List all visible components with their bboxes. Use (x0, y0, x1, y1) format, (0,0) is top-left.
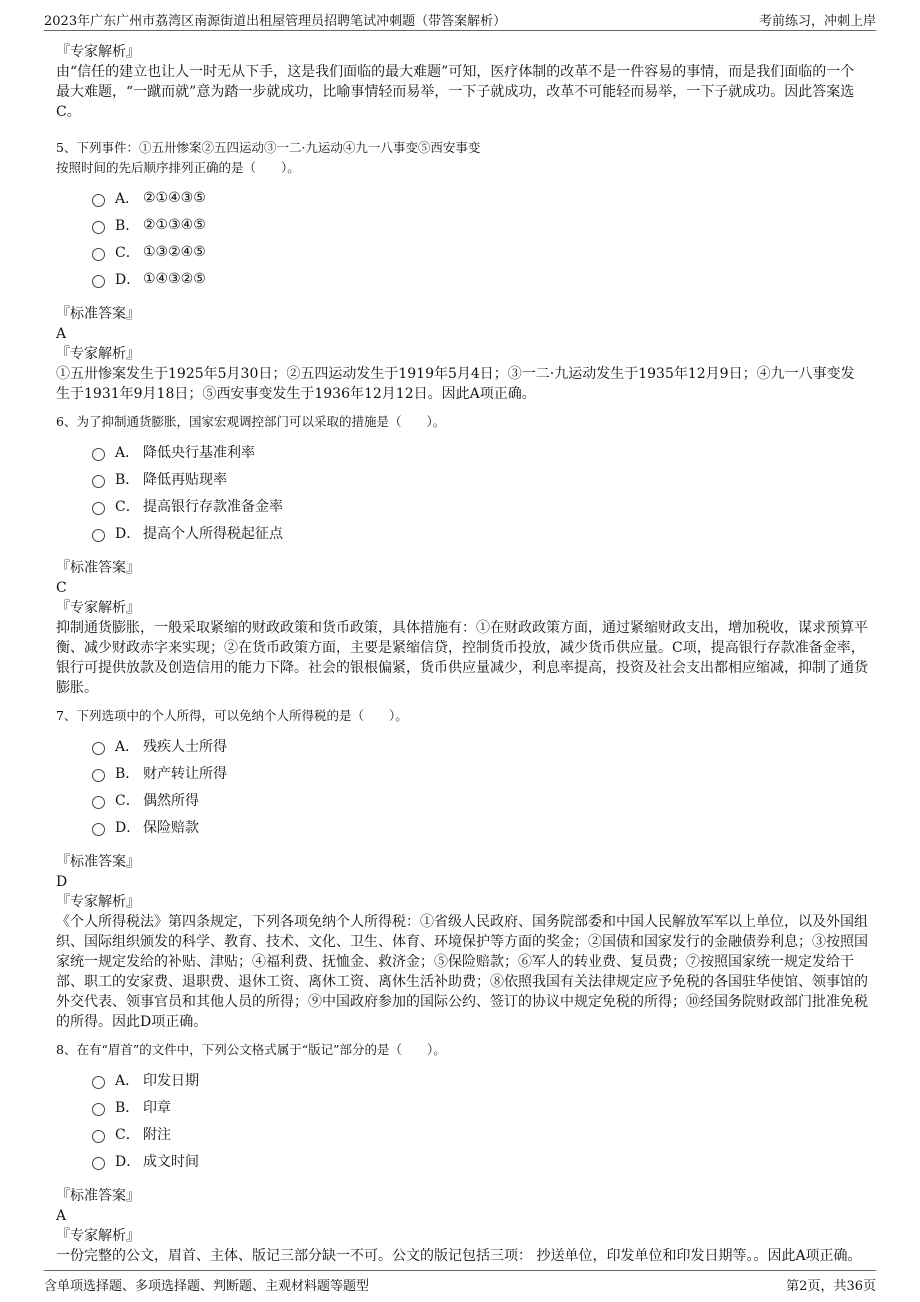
option-text: ①③②④⑤ (143, 243, 206, 260)
option-letter: B． (115, 471, 140, 488)
radio-icon[interactable] (92, 1103, 105, 1116)
expert-text: 《个人所得税法》第四条规定，下列各项免纳个人所得税：①省级人民政府、国务院部委和中国人民解放军军以上单位，以及外国组织、国际组织颁发的科学、教育、技术、文化、卫生、体育、环境保护等方面的奖金；②国债和国家发行的金融债券利息；③按照国家统一规定发给的补贴、津贴；④福利费、抚恤金、救济金；⑤保险赔款；⑥军人的转业费、复员费；⑦按照国家统一规定发给干部、职工的安家费、退职费、退休工资、离休工资、离休生活补助费；⑧依照我国有关法律规定应予免税的各国驻华使馆、领事馆的外交代表、领事官员和其他人员的所得；⑨中国政府参加的国际公约、签订的协议中规定免税的所得；⑩经国务院财政部门批准免税的所得。因此D项正确。 (56, 914, 868, 1030)
option-c[interactable] (92, 238, 868, 265)
option-text: ②①④③⑤ (143, 189, 206, 206)
answer-value: A (56, 1208, 67, 1224)
option-text: 提高银行存款准备金率 (143, 498, 283, 515)
expert-label: 『专家解析』 (56, 346, 140, 362)
footer-question-types: 含单项选择题、多项选择题、判断题、主观材料题等题型 (44, 1279, 370, 1294)
question-stem: 5、下列事件：①五卅惨案②五四运动③一二·九运动④九一八事变⑤西安事变 (56, 140, 481, 155)
option-text: 降低央行基准利率 (143, 444, 255, 461)
option-letter: A． (115, 1072, 140, 1089)
expert-text: 一份完整的公文，眉首、主体、版记三部分缺一不可。公文的版记包括三项： 抄送单位，印发单位和印发日期等。。因此A项正确。 (56, 1248, 862, 1264)
expert-text: ①五卅惨案发生于1925年5月30日；②五四运动发生于1919年5月4日；③一二·九运动发生于1935年12月9日；④九一八事变发生于1931年9月18日；⑤西安事变发生于1936年12月12日。因此A项正确。 (56, 366, 855, 402)
option-list (92, 184, 868, 292)
option-b[interactable] (92, 211, 868, 238)
option-text: 印发日期 (143, 1072, 199, 1089)
option-a[interactable] (92, 184, 868, 211)
radio-icon[interactable] (92, 1076, 105, 1089)
option-d[interactable] (92, 265, 868, 292)
option-text: 印章 (143, 1099, 171, 1116)
question-5 (56, 138, 868, 404)
radio-icon[interactable] (92, 221, 105, 234)
option-letter: D． (115, 1153, 141, 1170)
answer-value: C (56, 580, 67, 596)
option-letter: D． (115, 525, 141, 542)
question-7 (56, 706, 868, 1032)
option-list (92, 732, 868, 840)
option-letter: C． (115, 1126, 140, 1143)
option-letter: C． (115, 244, 140, 261)
option-a[interactable] (92, 1066, 868, 1093)
answer-label: 『标准答案』 (56, 1188, 140, 1204)
option-c[interactable] (92, 786, 868, 813)
radio-icon[interactable] (92, 448, 105, 461)
question-stem: 8、在有“眉首”的文件中，下列公文格式属于“版记”部分的是（ ）。 (56, 1042, 446, 1057)
radio-icon[interactable] (92, 796, 105, 809)
option-letter: A． (115, 444, 140, 461)
option-b[interactable] (92, 465, 868, 492)
expert-text: 由“信任的建立也让人一时无从下手，这是我们面临的最大难题”可知，医疗体制的改革不是一件容易的事情，而是我们面临的一个最大难题，“一蹴而就”意为踏一步就成功，比喻事情轻而易举，一下子就成功，改革不可能轻而易举，一下子就成功。因此答案选C。 (56, 64, 855, 120)
option-letter: B． (115, 1099, 140, 1116)
radio-icon[interactable] (92, 248, 105, 261)
option-text: 残疾人士所得 (143, 738, 227, 755)
option-letter: D． (115, 819, 141, 836)
option-c[interactable] (92, 492, 868, 519)
expert-label: 『专家解析』 (56, 44, 140, 60)
page-number: 第2页，共36页 (786, 1279, 876, 1294)
radio-icon[interactable] (92, 502, 105, 515)
question-stem: 6、为了抑制通货膨胀，国家宏观调控部门可以采取的措施是（ ）。 (56, 414, 446, 429)
option-a[interactable] (92, 732, 868, 759)
option-list (92, 438, 868, 546)
option-letter: C． (115, 792, 140, 809)
radio-icon[interactable] (92, 823, 105, 836)
option-a[interactable] (92, 438, 868, 465)
expert-label: 『专家解析』 (56, 894, 140, 910)
radio-icon[interactable] (92, 529, 105, 542)
option-b[interactable] (92, 759, 868, 786)
option-text: 成文时间 (143, 1153, 199, 1170)
option-list (92, 1066, 868, 1174)
expert-label: 『专家解析』 (56, 1228, 140, 1244)
answer-value: A (56, 326, 67, 342)
prev-expert-section (56, 42, 868, 122)
option-text: 保险赔款 (143, 819, 199, 836)
option-letter: D． (115, 271, 141, 288)
option-letter: A． (115, 738, 140, 755)
radio-icon[interactable] (92, 742, 105, 755)
option-d[interactable] (92, 813, 868, 840)
option-text: 财产转让所得 (143, 765, 227, 782)
question-stem-line2: 按照时间的先后顺序排列正确的是（ ）。 (56, 160, 300, 175)
option-text: 提高个人所得税起征点 (143, 525, 283, 542)
radio-icon[interactable] (92, 1130, 105, 1143)
radio-icon[interactable] (92, 275, 105, 288)
option-d[interactable] (92, 1147, 868, 1174)
document-title: 2023年广东广州市荔湾区南源街道出租屋管理员招聘笔试冲刺题（带答案解析） (44, 14, 507, 29)
answer-label: 『标准答案』 (56, 306, 140, 322)
page-content (56, 42, 868, 1266)
page-footer (44, 1270, 876, 1295)
answer-label: 『标准答案』 (56, 560, 140, 576)
option-letter: C． (115, 498, 140, 515)
radio-icon[interactable] (92, 1157, 105, 1170)
expert-text: 抑制通货膨胀，一般采取紧缩的财政政策和货币政策，具体措施有：①在财政政策方面，通过紧缩财政支出，增加税收，谋求预算平衡、减少财政赤字来实现；②在货币政策方面，主要是紧缩信贷，控制货币投放，减少货币供应量。C项，提高银行存款准备金率，银行可提供放款及创造信用的能力下降。社会的银根偏紧，货币供应量减少，利息率提高，投资及社会支出都相应缩减，抑制了通货膨胀。 (56, 620, 868, 696)
question-8 (56, 1040, 868, 1266)
answer-label: 『标准答案』 (56, 854, 140, 870)
header-slogan: 考前练习，冲刺上岸 (758, 14, 876, 29)
answer-value: D (56, 874, 68, 890)
expert-label: 『专家解析』 (56, 600, 140, 616)
radio-icon[interactable] (92, 194, 105, 207)
page-header (44, 8, 876, 31)
option-letter: B． (115, 217, 140, 234)
option-c[interactable] (92, 1120, 868, 1147)
option-letter: B． (115, 765, 140, 782)
option-text: ①④③②⑤ (143, 270, 206, 287)
option-text: 附注 (143, 1126, 171, 1143)
question-6 (56, 412, 868, 698)
option-text: ②①③④⑤ (143, 216, 206, 233)
option-d[interactable] (92, 519, 868, 546)
option-text: 偶然所得 (143, 792, 199, 809)
radio-icon[interactable] (92, 769, 105, 782)
option-letter: A． (115, 190, 140, 207)
option-b[interactable] (92, 1093, 868, 1120)
question-stem: 7、下列选项中的个人所得，可以免纳个人所得税的是（ ）。 (56, 708, 408, 723)
radio-icon[interactable] (92, 475, 105, 488)
option-text: 降低再贴现率 (143, 471, 227, 488)
